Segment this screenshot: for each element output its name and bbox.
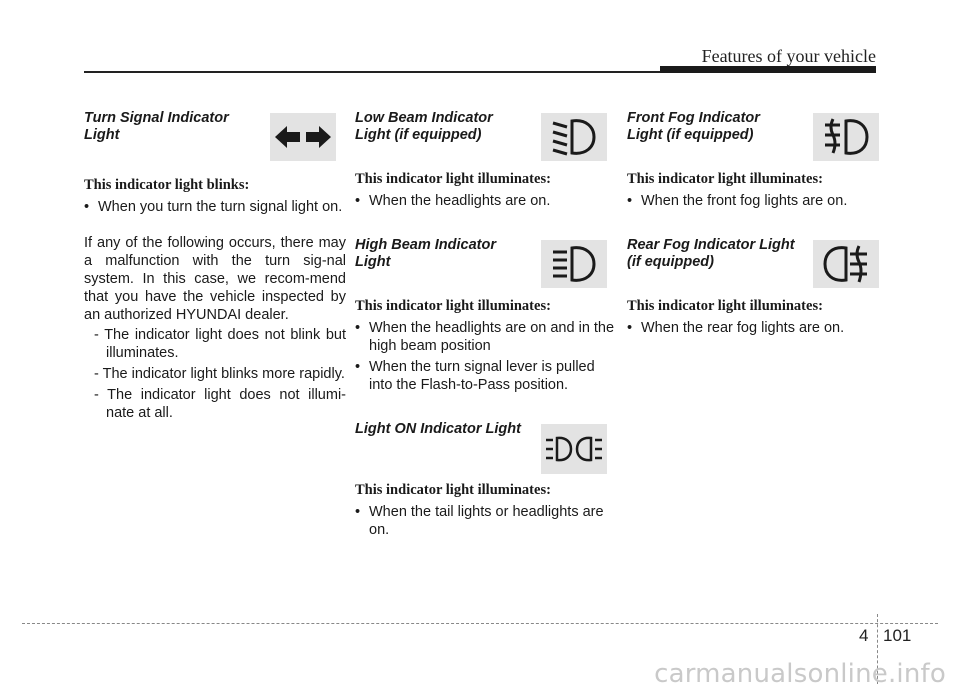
bullet-item: • When the tail lights or headlights are on. xyxy=(355,503,617,539)
title-line: Low Beam Indicator xyxy=(355,110,493,126)
column-middle xyxy=(355,110,617,542)
title-line: Turn Signal Indicator xyxy=(84,110,229,126)
section-title xyxy=(355,421,545,473)
chapter-number: 4 xyxy=(859,626,869,645)
title-line: High Beam Indicator xyxy=(355,237,496,253)
low-beam-icon xyxy=(541,113,607,161)
bullet-item: • When the headlights are on and in the high beam position xyxy=(355,319,617,355)
high-beam-section xyxy=(355,237,617,394)
title-line: Light ON Indicator Light xyxy=(355,421,521,437)
dash-item: - The indicator light blinks more rapidly. xyxy=(94,366,345,382)
watermark: carmanualsonline.info xyxy=(654,659,946,689)
header-rule-bold xyxy=(660,66,876,73)
front-fog-icon xyxy=(813,113,879,161)
subheading: This indicator light illuminates: xyxy=(355,171,551,187)
title-line: Light (if equipped) xyxy=(355,127,482,143)
title-line: Front Fog Indicator xyxy=(627,110,760,126)
page-number: 101 xyxy=(883,626,912,645)
column-right xyxy=(627,110,889,340)
title-line: Light xyxy=(84,127,120,143)
bullet-item: • When the headlights are on. xyxy=(355,192,617,210)
section-title xyxy=(84,110,259,162)
subheading: This indicator light blinks: xyxy=(84,177,250,193)
title-line: Rear Fog Indicator Light xyxy=(627,237,795,253)
front-fog-section xyxy=(627,110,889,210)
low-beam-section xyxy=(355,110,617,210)
high-beam-icon xyxy=(541,240,607,288)
title-line: Light (if equipped) xyxy=(627,127,754,143)
bullet-item: • When you turn the turn signal light on. xyxy=(84,198,346,216)
dash-item: - The indicator light does not blink but illuminates. xyxy=(94,327,346,361)
section-title xyxy=(627,237,817,289)
bullet-item: • When the front fog lights are on. xyxy=(627,192,889,210)
light-on-icon xyxy=(541,424,607,474)
bullet-item: • When the rear fog lights are on. xyxy=(627,319,889,337)
header-rule xyxy=(84,71,676,73)
subheading: This indicator light illuminates: xyxy=(355,298,551,314)
dash-item: - The indicator light does not illumi-nate at all. xyxy=(94,387,346,421)
footer-rule xyxy=(22,623,938,624)
turn-signal-section xyxy=(84,110,346,422)
bullet-item: • When the turn signal lever is pulled into the Flash-to-Pass position. xyxy=(355,358,617,394)
section-title xyxy=(355,237,530,289)
subheading: This indicator light illuminates: xyxy=(627,171,823,187)
rear-fog-icon xyxy=(813,240,879,288)
rear-fog-section xyxy=(627,237,889,337)
header-title: Features of your vehicle xyxy=(701,46,876,66)
section-title xyxy=(355,110,530,162)
subheading: This indicator light illuminates: xyxy=(627,298,823,314)
title-line: (if equipped) xyxy=(627,254,714,270)
section-title xyxy=(627,110,802,162)
light-on-section xyxy=(355,421,617,539)
title-line: Light xyxy=(355,254,391,270)
column-left xyxy=(84,110,346,425)
paragraph: If any of the following occurs, there may a malfunction with the turn sig-nal system. In this case, we recom-mend that you have the vehicle inspected by an authorized HYUNDAI dealer. xyxy=(84,235,346,323)
turn-signal-arrows-icon xyxy=(270,113,336,161)
subheading: This indicator light illuminates: xyxy=(355,482,551,498)
